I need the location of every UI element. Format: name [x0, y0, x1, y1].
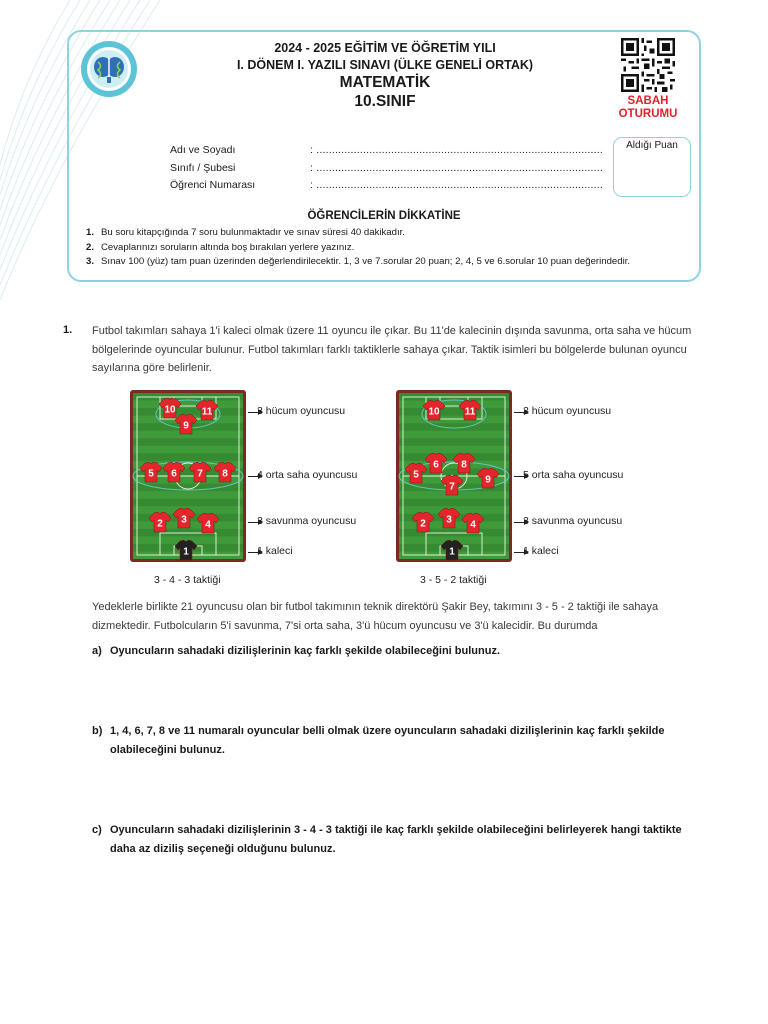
rule-text: Bu soru kitapçığında 7 soru bulunmaktadır ve sınav süresi 40 dakikadır. — [101, 227, 405, 238]
player-number: 2 — [420, 518, 426, 530]
subquestion-c — [92, 821, 702, 858]
defense-label: 3 savunma oyuncusu — [257, 515, 357, 527]
player-number: 9 — [485, 474, 491, 486]
grade-title: 10.SINIF — [354, 93, 416, 110]
player-number: 1 — [183, 546, 189, 558]
midfield-label: 4 orta saha oyuncusu — [257, 469, 358, 481]
football-pitch — [130, 390, 246, 562]
player-number: 10 — [164, 404, 176, 416]
rule-text: Sınav 100 (yüz) tam puan üzerinden değerlendirilecektir. 1, 3 ve 7.sorular 20 puan; 2, 4, 5 ve 6.sorular 10 puan değerindedir. — [101, 256, 631, 267]
player-number: 6 — [433, 459, 439, 471]
player-number: 5 — [413, 469, 419, 481]
player-number: 10 — [428, 406, 440, 418]
player-number: 4 — [205, 519, 211, 531]
keeper-label: 1 kaleci — [523, 545, 559, 557]
student-info — [170, 144, 604, 197]
student-number-label: Öğrenci Numarası — [170, 179, 256, 191]
student-class-label: Sınıfı / Şubesi — [170, 161, 236, 174]
attack-label: 2 hücum oyuncusu — [523, 405, 612, 417]
question-intro: Futbol takımları sahaya 1'i kaleci olmak üzere 11 oyuncu ile çıkar. Bu 11'de kalecinin dışında savunma, orta saha ve hücum bölgelerinde oyuncular bulunur. Futbol takımları farklı taktiklerle sahaya çıkar. Taktik isimleri bu bölgelerde bulunan oyuncu sayılarına göre belirlenir. — [92, 325, 692, 374]
rule-number: 2. — [86, 241, 95, 253]
student-class-field[interactable]: : ............................................................................................ — [310, 161, 604, 174]
exam-name-title: I. DÖNEM I. YAZILI SINAVI (ÜLKE GENELİ ORTAK) — [236, 58, 534, 72]
subquestion-b — [92, 722, 702, 759]
rule-item — [86, 256, 630, 271]
exam-title-block — [200, 40, 570, 111]
player-number: 7 — [449, 481, 455, 493]
question-scenario: Yedeklerle birlikte 21 oyuncusu olan bir futbol takımının teknik direktörü Şakir Bey, takımını 3 - 5 - 2 taktiği ile sahaya dizmektedir. Futbolcuların 5'i savunma, 7'si orta saha, 3'ü hücum oyuncusu ve 3'ü kalecidir. Bu durumda — [92, 601, 659, 632]
attention-title: ÖĞRENCİLERİN DİKKATİNE — [307, 210, 461, 222]
player-number: 11 — [464, 406, 476, 418]
player-number: 8 — [222, 468, 228, 480]
player-number: 6 — [171, 468, 177, 480]
subquestion-a — [92, 642, 702, 661]
rule-item — [86, 227, 630, 242]
student-name-label: Adı ve Soyadı — [170, 144, 236, 156]
rule-item — [86, 242, 630, 257]
football-pitch — [396, 390, 512, 562]
player-number: 8 — [461, 459, 467, 471]
subquestion-text: Oyuncuların sahadaki dizilişlerinin 3 - 4 - 3 taktiği ile kaç farklı şekilde olabileceğini belirleyerek hangi taktikte daha az diziliş seçeneği olduğunu bulunuz. — [110, 824, 682, 855]
score-box — [613, 137, 691, 197]
qr-code-icon — [621, 38, 675, 92]
subquestion-letter: b) — [92, 725, 103, 737]
subquestion-text: 1, 4, 6, 7, 8 ve 11 numaralı oyuncular belli olmak üzere oyuncuların sahadaki dizilişlerinin kaç farklı şekilde olabileceğini bulunuz. — [110, 725, 665, 756]
student-name-field[interactable]: : ............................................................................................ — [310, 144, 604, 156]
student-number-field[interactable]: : ............................................................................................ — [310, 179, 604, 191]
subquestion-text: Oyuncuların sahadaki dizilişlerinin kaç farklı şekilde olabileceğini bulunuz. — [110, 645, 501, 657]
player-number: 2 — [157, 518, 163, 530]
session-line-2: OTURUMU — [618, 108, 678, 120]
player-number: 3 — [181, 514, 187, 526]
student-name-row — [170, 144, 604, 162]
session-line-1: SABAH — [627, 95, 669, 107]
player-number: 3 — [446, 514, 452, 526]
student-number-row — [170, 179, 604, 197]
player-number: 5 — [148, 468, 154, 480]
player-number: 9 — [183, 420, 189, 432]
academic-year-title: 2024 - 2025 EĞİTİM VE ÖĞRETİM YILI — [274, 41, 496, 55]
rule-number: 1. — [86, 227, 95, 238]
formation-caption: 3 - 4 - 3 taktiği — [154, 574, 221, 586]
keeper-label: 1 kaleci — [257, 545, 293, 557]
question-number: 1. — [63, 324, 73, 336]
rule-number: 3. — [86, 256, 95, 267]
formation-figure-352 — [396, 390, 731, 590]
midfield-label: 5 orta saha oyuncusu — [523, 469, 624, 481]
score-label: Aldığı Puan — [626, 140, 678, 151]
student-class-row — [170, 161, 604, 180]
formation-caption: 3 - 5 - 2 taktiği — [420, 574, 487, 586]
school-logo — [80, 40, 138, 98]
session-label — [608, 95, 688, 121]
player-number: 4 — [470, 519, 476, 531]
player-number: 7 — [197, 468, 203, 480]
player-number: 1 — [449, 546, 455, 558]
defense-label: 3 savunma oyuncusu — [523, 515, 623, 527]
subquestion-letter: c) — [92, 824, 102, 836]
subject-title: MATEMATİK — [339, 74, 431, 91]
attention-rules — [86, 227, 630, 271]
attack-label: 3 hücum oyuncusu — [257, 405, 346, 417]
subquestion-letter: a) — [92, 645, 102, 657]
rule-text: Cevaplarınızı soruların altında boş bırakılan yerlere yazınız. — [101, 241, 355, 253]
player-number: 11 — [201, 406, 213, 418]
